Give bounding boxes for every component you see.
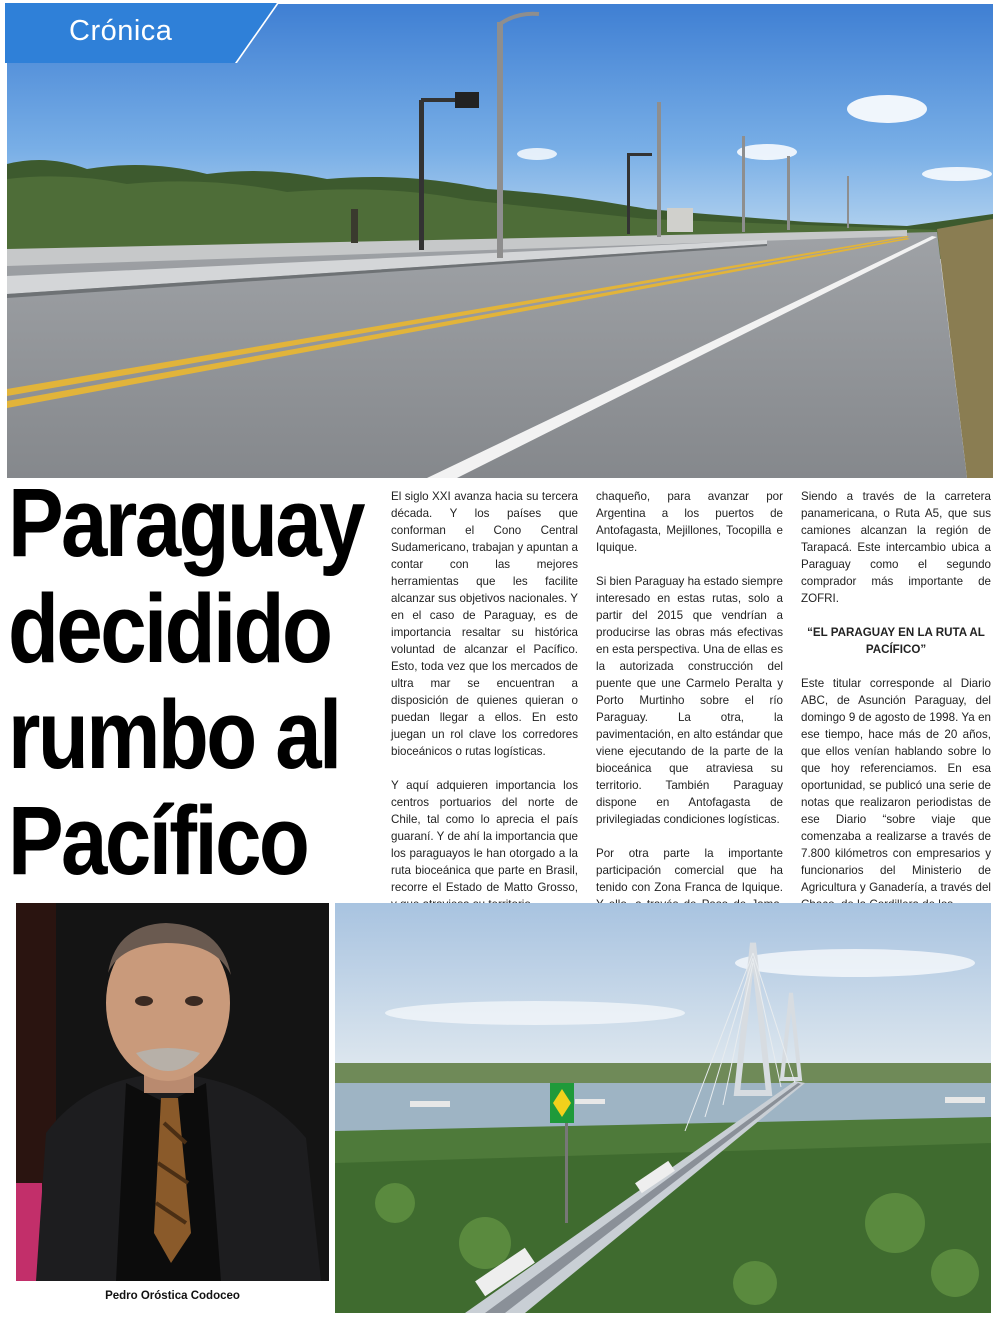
photo-caption: Pedro Oróstica Codoceo	[105, 1290, 240, 1302]
road-photo	[7, 4, 993, 478]
headline-line-3: rumbo al	[8, 680, 340, 789]
paragraph: Este titular corresponde al Diario ABC, de Asunción Paraguay, del domingo 9 de agosto de 1998. Ya en ese tiempo, hace más de 20 años, que ellos venían hablando sobre lo que hoy referenciamos. En esa oportunidad, se publicó una serie de notas que realizaron periodistas de ese Diario “sobre viaje que comenzaba a realizarse a través de 7.800 kilómetros con empresarios y funcionarios del Ministerio de Agricultura y Ganadería, a través del	[801, 677, 991, 894]
headline	[8, 468, 363, 895]
portrait-photo	[16, 903, 329, 1281]
paragraph: El siglo XXI avanza hacia su tercera década. Y los países que conforman el Cono Central Sudamericano, trabajan y apuntan a contar con las mejores herramientas que les facilite alcanzar sus objetivos nacionales. Y en el caso de Paraguay, es de importancia resaltar su histórica voluntad de alcanzar el Pacífico. Esto, toda vez que los mercados de ultra mar se encuentran a disposición de quienes quieran o puedan llegar a ellos. En esto juegan un rol clave los corredores bioceánicos o rutas logísticas.	[391, 490, 578, 758]
article-column-3	[801, 488, 991, 896]
section-tab	[5, 3, 277, 63]
paragraph: chaqueño, para avanzar por Argentina a los puertos de Antofagasta, Mejillones, Tocopilla e Iquique.	[596, 490, 783, 554]
paragraph: Si bien Paraguay ha estado siempre interesado en estas rutas, solo a partir del 2015 que vendrían a producirse las obras más efectivas en esta perspectiva. Una de ellas es la autorizada construcción del puente que une Carmelo Peralta y Porto Murtinho sobre el río Paraguay. La otra, la pavimentación, en alto estándar que viene ejecutando de la parte de la bioceánica que atraviesa su territorio. También Paraguay dispone en Antofagasta de privilegiadas condiciones logísticas.	[596, 575, 783, 826]
headline-line-1: Paraguay	[8, 468, 363, 577]
headline-line-2: decidido	[8, 574, 331, 683]
article-column-1	[391, 488, 578, 896]
paragraph: Y aquí adquieren importancia los centros portuarios del norte de Chile, tal como lo aprecia el país guaraní. Y de ahí la importancia que los paraguayos le han otorgado a la ruta bioceánica que parte en Brasil, recorre el Estado de Matto Grosso,	[391, 779, 578, 894]
article-column-2	[596, 488, 783, 896]
bridge-render	[335, 903, 991, 1313]
headline-line-4: Pacífico	[8, 786, 308, 895]
article-subheading: “EL PARAGUAY EN LA RUTA AL PACÍFICO”	[807, 626, 985, 656]
paragraph: Siendo a través de la carretera panamericana, o Ruta A5, que sus camiones alcanzan la región de Tarapacá. Este intercambio ubica a Paraguay como el segundo comprador más importante de ZOFRI.	[801, 490, 991, 605]
section-label: Crónica	[69, 15, 173, 47]
paragraph: Por otra parte la importante participación comercial que ha tenido con Zona Franca de Iquique.	[596, 847, 783, 894]
